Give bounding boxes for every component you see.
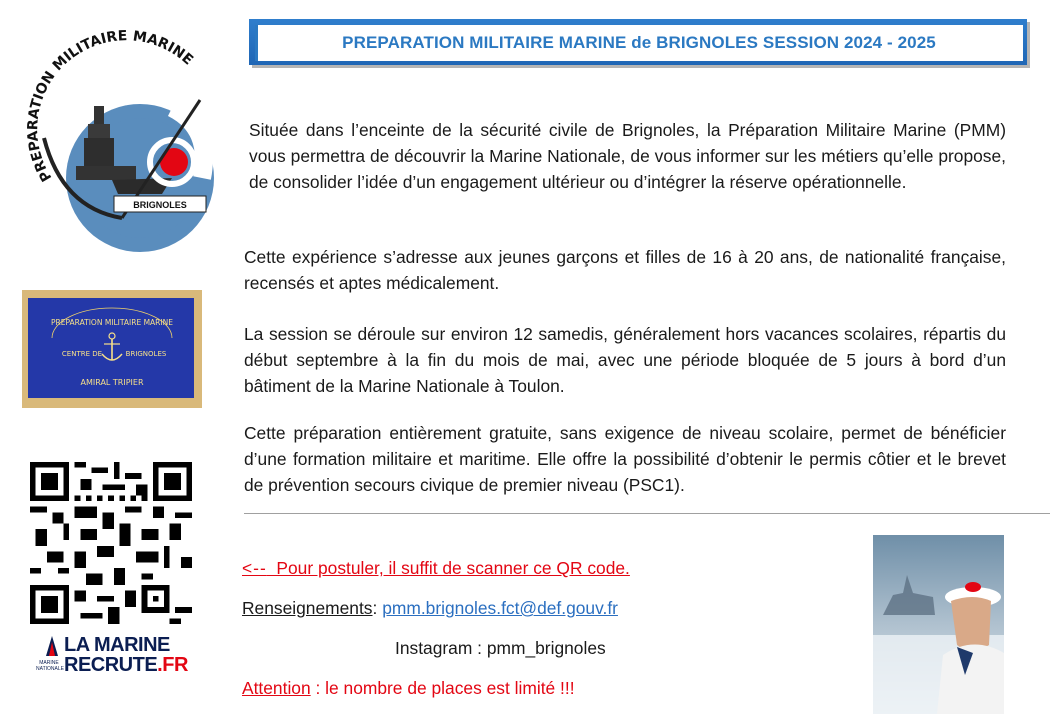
- instagram-handle: Instagram : pmm_brignoles: [395, 638, 606, 658]
- apply-instruction: <-- Pour postuler, il suffit de scanner ce QR code.: [242, 558, 630, 578]
- left-arrow: <--: [242, 558, 267, 578]
- logo-ring-text: PREPARATION MILITAIRE MARINE: [25, 28, 197, 185]
- email-link[interactable]: pmm.brignoles.fct@def.gouv.fr: [382, 598, 618, 618]
- logo-badge: BRIGNOLES: [133, 200, 187, 210]
- page-title: PREPARATION MILITAIRE MARINE de BRIGNOLES SESSION 2024 - 2025: [342, 33, 936, 52]
- paragraph-intro: Située dans l’enceinte de la sécurité civile de Brignoles, la Préparation Militaire Marine (PMM) vous permettra de découvrir la Marine Nationale, de vous informer sur les métiers qu’elle propose, de consolider l’idée d’un engagement ultérieur ou d’intégrer la réserve opérationnelle.: [249, 120, 1006, 192]
- header-banner: [249, 19, 1027, 65]
- sailor-photo: [873, 535, 1004, 714]
- divider: [244, 513, 1050, 514]
- flag-line3: BRIGNOLES: [125, 350, 167, 358]
- flag-line2: CENTRE DE: [61, 350, 103, 358]
- contact-label: Renseignements: [242, 598, 373, 618]
- pmm-logo: [22, 28, 232, 256]
- recrute-line1: LA MARINE: [64, 634, 170, 656]
- marianne-icon: [44, 634, 60, 658]
- qr-code[interactable]: [30, 462, 192, 624]
- recrute-line2: RECRUTE.FR: [64, 654, 188, 676]
- attention-notice: Attention : le nombre de places est limité !!!: [242, 678, 575, 698]
- attention-label: Attention: [242, 678, 311, 698]
- paragraph-session: La session se déroule sur environ 12 samedis, généralement hors vacances scolaires, répartis du début septembre à la fin du mois de mai, avec une période bloquée de 5 jours à bord d’un bâtiment de la Marine Nationale à Toulon.: [244, 324, 1006, 396]
- pmm-flag: [22, 290, 202, 408]
- contact-line: Renseignements: pmm.brignoles.fct@def.gouv.fr: [242, 598, 618, 618]
- flag-line4: AMIRAL TRIPIER: [80, 378, 144, 387]
- flag-line1: PREPARATION MILITAIRE MARINE: [51, 318, 173, 327]
- marine-recrute-logo: [36, 632, 186, 680]
- paragraph-audience: Cette expérience s’adresse aux jeunes garçons et filles de 16 à 20 ans, de nationalité française, recensés et aptes médicalement.: [244, 247, 1006, 293]
- paragraph-benefits: Cette préparation entièrement gratuite, sans exigence de niveau scolaire, permet de bénéficier d’une formation militaire et maritime. Elle offre la possibilité d’obtenir le permis côtier et le brevet de prévention secours civique de premier niveau (PSC1).: [244, 423, 1006, 495]
- marine-nationale-label: MARINE NATIONALE: [36, 660, 64, 672]
